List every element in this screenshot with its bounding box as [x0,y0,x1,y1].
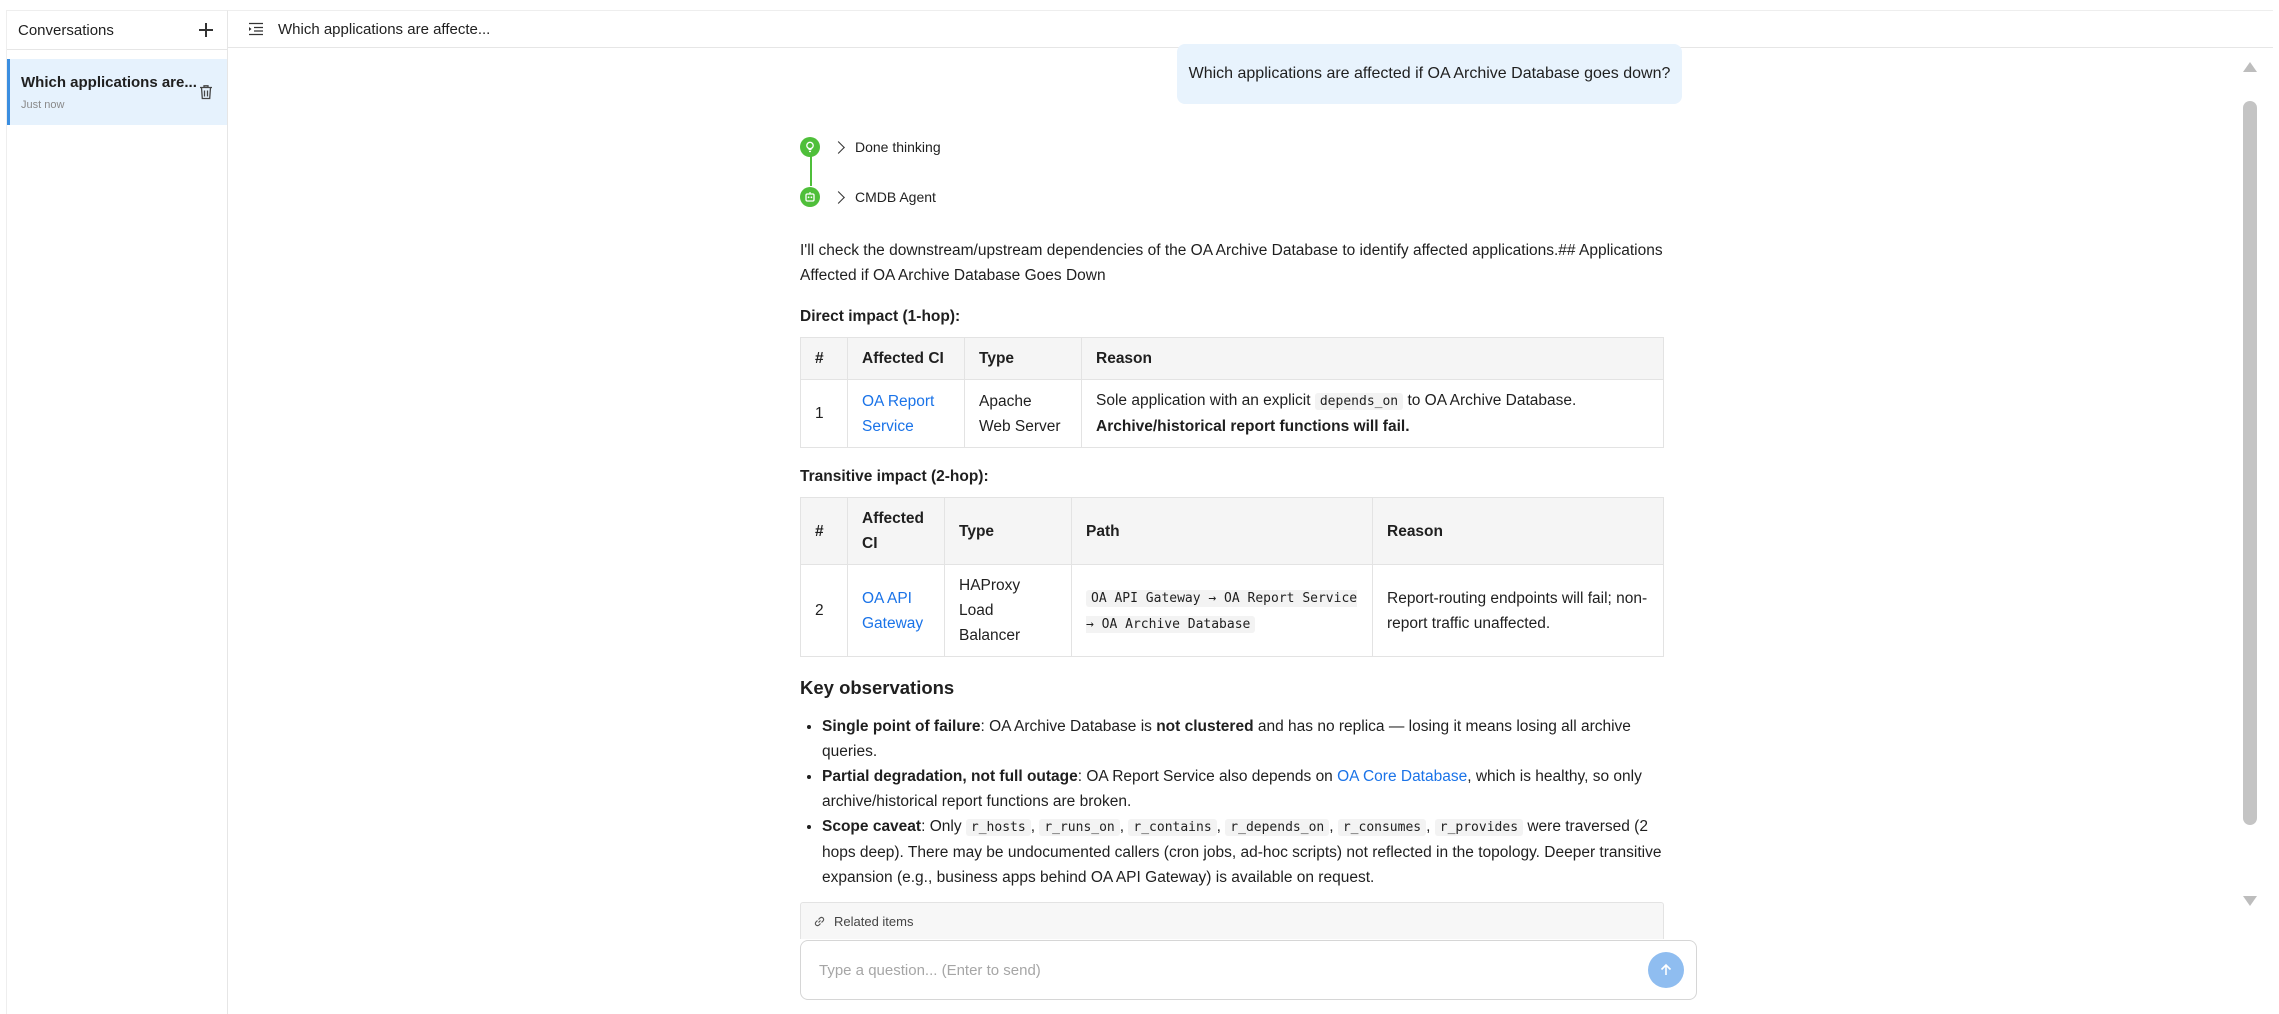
reason-text: Sole application with an explicit [1096,392,1311,409]
row-number: 2 [801,565,848,657]
chat-header [228,10,2273,48]
column-header: Path [1072,498,1373,565]
step-label: Done thinking [855,139,941,155]
ci-link-oa-core-database[interactable]: OA Core Database [1337,768,1468,785]
related-items-toggle[interactable] [800,902,1664,939]
table-header-row [801,338,1664,380]
observation-text: and has no replica — losing it means losing all archive queries. [822,718,1631,760]
related-items-label: Related items [834,913,914,929]
observation-title: Partial degradation, not full outage [822,768,1078,785]
reason-text: to OA Archive Database. [1407,392,1577,409]
observation-text: : OA Archive Database is [980,718,1157,735]
column-header: # [801,338,848,380]
question-input[interactable] [817,961,1648,980]
column-header: Type [965,338,1082,380]
chevron-right-icon [832,141,845,154]
column-header: Reason [1082,338,1664,380]
reason-emphasis: Archive/historical report functions will fail. [1096,418,1410,435]
conversation-sidebar [6,10,228,1014]
key-observations-heading: Key observations [800,677,955,698]
transitive-impact-table [800,497,1664,657]
robot-icon [800,187,820,207]
scroll-up-arrow-icon[interactable] [2243,62,2257,72]
list-item [822,764,1664,814]
observation-title: Single point of failure [822,718,981,735]
conversation-item-text [21,74,197,111]
ci-type: Apache Web Server [965,380,1082,448]
conversation-item[interactable] [7,59,227,125]
trash-icon[interactable] [199,84,213,100]
observation-emphasis: not clustered [1156,718,1254,735]
user-message-bubble: Which applications are affected if OA Archive Database goes down? [1177,44,1682,104]
inline-code: r_depends_on [1225,819,1329,836]
table-row [801,565,1664,657]
row-number: 1 [801,380,848,448]
ci-type: HAProxy Load Balancer [945,565,1072,657]
column-header: Reason [1373,498,1664,565]
impact-reason [1082,380,1664,448]
step-done-thinking[interactable] [800,136,941,158]
observation-title: Scope caveat [822,818,922,835]
column-header: Affected CI [848,498,945,565]
agent-steps [800,136,941,236]
arrow-up-icon [1659,963,1673,977]
column-header: Affected CI [848,338,965,380]
question-input-box [800,940,1697,1000]
assistant-answer [800,238,1664,939]
scroll-down-arrow-icon[interactable] [2243,896,2257,906]
table-header-row [801,498,1664,565]
new-conversation-plus-icon[interactable] [197,21,215,39]
answer-intro: I'll check the downstream/upstream dependencies of the OA Archive Database to identify affected applications.## Applications Affected if OA Archive Database Goes Down [800,242,1663,284]
observation-text: were traversed (2 hops deep). There may be undocumented callers (cron jobs, ad-hoc scripts) not reflected in the topology. Deeper transitive expansion (e.g., business apps behind OA API Gateway) is available on request. [822,818,1662,886]
conversation-title: Which applications are... [21,73,197,91]
inline-code: r_contains [1128,819,1216,836]
inline-code: r_runs_on [1039,819,1119,836]
sidebar-title: Conversations [18,21,114,39]
observations-list [800,714,1664,890]
ci-link-oa-api-gateway[interactable]: OA API Gateway [862,589,924,632]
link-icon [813,915,826,928]
table-row [801,380,1664,448]
lightbulb-icon [800,137,820,157]
direct-impact-table [800,337,1664,448]
impact-reason: Report-routing endpoints will fail; non-report traffic unaffected. [1373,565,1664,657]
column-header: Type [945,498,1072,565]
inline-code: r_provides [1435,819,1523,836]
step-connector [810,156,812,186]
transitive-impact-heading: Transitive impact (2-hop): [800,468,989,485]
observation-text: : Only [921,818,966,835]
chat-title: Which applications are affecte... [278,20,491,38]
step-label: CMDB Agent [855,189,936,205]
list-item [822,714,1664,764]
inline-code: r_consumes [1338,819,1426,836]
direct-impact-heading: Direct impact (1-hop): [800,308,961,325]
conversation-time: Just now [21,98,65,111]
ci-link-oa-report-service[interactable]: OA Report Service [862,392,935,435]
step-cmdb-agent[interactable] [800,186,941,208]
observation-text: : OA Report Service also depends on [1077,768,1338,785]
sidebar-header [7,11,227,50]
inline-code: r_hosts [966,819,1031,836]
scrollbar-thumb[interactable] [2243,101,2257,825]
inline-code: depends_on [1315,393,1403,410]
send-button[interactable] [1648,952,1684,988]
observation-text: , which is healthy, so only archive/historical report functions are broken. [822,768,1642,810]
chevron-right-icon [832,191,845,204]
column-header: # [801,498,848,565]
dependency-path: OA API Gateway → OA Report Service → OA Archive Database [1086,590,1358,632]
sidebar-toggle-icon[interactable] [248,22,264,36]
chat-scrollbar[interactable] [2240,50,2260,918]
list-item: • Scope caveat: Only r_hosts , r_runs_on , r_contains , r_depends_on , r_consumes , r_provides were traversed (2 hops deep). There may be undocumented callers (cron jobs, ad-hoc scripts) not reflected in the topology. Deeper transitive expansion (e.g., business apps behind OA API Gateway) is available on request. [822,814,1664,890]
